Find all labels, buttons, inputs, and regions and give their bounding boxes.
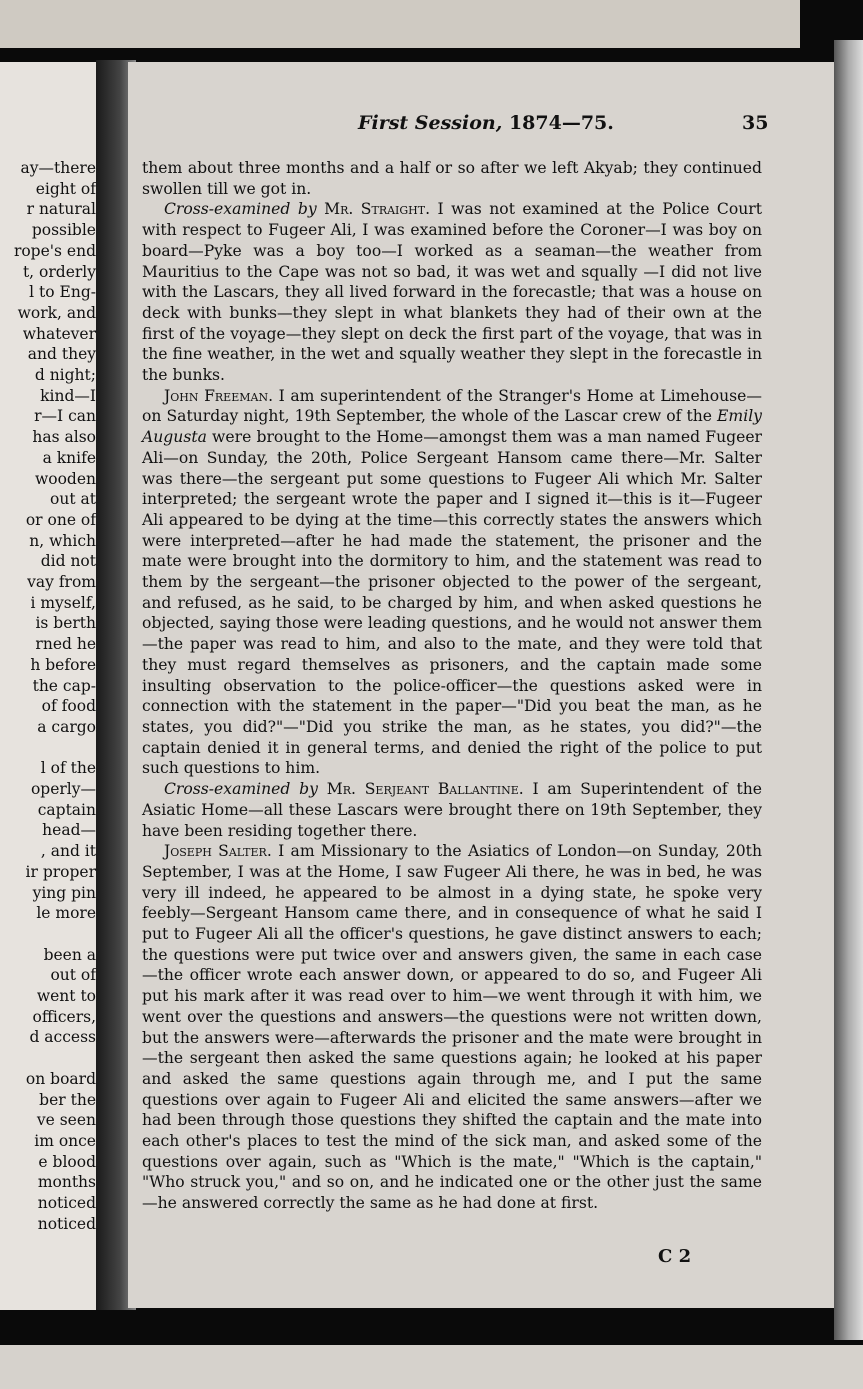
left-page-line: a cargo (37, 717, 96, 736)
left-page-line: out at (50, 490, 96, 509)
main-page (128, 62, 834, 1308)
left-page-line: vay from (27, 573, 96, 591)
left-page-line: t, orderly (22, 262, 96, 281)
left-page-line: been a (43, 945, 96, 964)
left-page-line: e blood (38, 1152, 96, 1171)
facing-page-left (0, 62, 104, 1310)
paragraph-3: John Freeman. I am superintendent of the Stranger's Home at Limehouse—on Saturday night, 19th September, the whole of the Lascar crew of the Emily Augusta were brought to the Home—amongst them was a man named Fugeer Ali—on Sunday, the 20th, Police Sergeant Hansom came there—Mr. Salter was there—the sergeant put some questions to Fugeer Ali which Mr. Salter interpreted; the sergeant wrote the paper and I signed it—this is it—Fugeer Ali appeared to be dying at the time—this correctly states the answers which were interpreted—after he had made the statement, the prisoner and the mate were brought into the dormitory to him, and the statement was read to them by the sergeant—the prisoner objected to the power of the sergeant, and refused, as he said, to be charged by him, and when asked questions he objected, saying those were leading questions, and he would not answer them—the paper was read to him, and also to the mate, and they were told that they must regard themselves as prisoners, and the captain made some insulting observation to the police-officer—the questions asked were in connection with the statement in the paper—"Did you beat the man, as he states, you did?"—"Did you strike the man, as he states, you did?"—the captain denied it in general terms, and denied the right of the police to put such questions to him. (142, 386, 762, 778)
paragraph-4: Cross-examined by Mr. Serjeant Ballantine. I am Superintendent of the Asiatic Home—all these Lascars were brought there on 19th September, they have been residing together there. (142, 780, 762, 840)
page-number: 35 (742, 112, 769, 134)
left-page-line: wooden (34, 469, 96, 488)
background-bottom (0, 1345, 863, 1389)
left-page-line: r natural (26, 200, 96, 219)
left-page-line: l of the (40, 759, 96, 778)
left-page-line: l to Eng- (29, 283, 96, 302)
left-page-line: h before (30, 655, 96, 674)
left-page-line: ying pin (32, 883, 96, 902)
left-page-line: ir proper (25, 862, 96, 881)
signature-mark: C 2 (658, 1246, 692, 1267)
left-page-line: le more (36, 904, 96, 923)
left-page-line: of food (41, 697, 96, 716)
left-page-line: eight of (35, 179, 96, 198)
left-page-line: whatever (22, 324, 96, 343)
paragraph-2: Cross-examined by Mr. Straight. I was not examined at the Police Court with respect to Fugeer Ali, I was examined before the Coroner—I was boy on board—Pyke was a boy too—I worked as a seaman—the weather from Mauritius to the Cape was not so bad, it was wet and squally —I did not live with the Lascars, they all lived forward in the forecastle; that was a house on deck with bunks—they slept in what blankets they had of their own at the first of the voyage—they slept on deck the first part of the voyage, that was in the fine weather, in the wet and squally weather they slept in the forecastle in the bunks. (142, 200, 762, 385)
left-page-line: noticed (37, 1194, 96, 1212)
left-page-line: ay—there (20, 159, 96, 177)
left-page-line: rope's end (13, 241, 96, 260)
left-page-line: possible (31, 221, 96, 240)
left-page-line: went to (36, 987, 96, 1005)
left-page-line: a knife (42, 448, 96, 467)
left-page-line: months (37, 1173, 96, 1192)
left-page-line: im once (34, 1131, 96, 1150)
left-page-line: d access (29, 1028, 96, 1047)
running-header (128, 112, 834, 136)
left-page-line: d night; (34, 366, 96, 384)
left-page-line: rned he (35, 635, 96, 654)
left-page-line: kind—I (40, 386, 96, 405)
left-page-line: officers, (32, 1007, 96, 1026)
left-page-line: ber the (39, 1090, 96, 1109)
left-page-line: noticed (37, 1214, 96, 1233)
paragraph-1: them about three months and a half or so after we left Akyab; they continued swollen till we got in. (142, 159, 762, 198)
paragraph-5: Joseph Salter. I am Missionary to the Asiatics of London—on Sunday, 20th September, I was at the Home, I saw Fugeer Ali there, he was in bed, he was very ill indeed, he appeared to be almost in a dying state, he spoke very feebly—Sergeant Hansom came there, and in consequence of what he said I put to Fugeer Ali all the officer's questions, he gave distinct answers to each; the questions were put twice over and answers given, the same in each case—the officer wrote each answer down, or appeared to do so, and Fugeer Ali put his mark after it was read over to him—we went through it with him, we went over the questions and answers—the questions were not written down, but the answers were—afterwards the prisoner and the mate were brought in—the sergeant then asked the same questions again; he looked at his paper and asked the same questions again through me, and I put the same questions over again to Fugeer Ali and elicited the same answers—after we had been through those questions they shifted the captain and the mate into each other's places to test the mind of the sick man, and asked some of the questions over again, such as "Which is the mate," "Which is the captain," "Who struck you," and so on, and he indicated one or the other just the same—he answered correctly the same as he had done at first. (142, 842, 762, 1213)
left-page-line: out of (50, 966, 96, 985)
left-page-line: r—I can (34, 407, 96, 426)
page-edge-right (834, 40, 863, 1340)
left-page-line: n, which (29, 531, 96, 550)
left-page-line: head— (42, 821, 96, 840)
left-page-line: ve seen (36, 1111, 96, 1130)
header-title: First Session, 1874—75. (358, 112, 614, 134)
left-page-line: or one of (25, 510, 96, 529)
body-text (142, 158, 762, 1214)
left-page-line: has also (32, 428, 96, 447)
background-top (0, 0, 800, 48)
left-page-line: and they (27, 345, 96, 364)
left-page-line: operly— (30, 780, 96, 798)
left-page-line: work, and (17, 303, 96, 322)
left-page-line: on board (25, 1069, 96, 1088)
left-page-line: the cap- (32, 676, 96, 695)
left-page-line: captain (37, 800, 96, 819)
left-page-line: is berth (35, 614, 96, 633)
left-page-line: did not (40, 552, 96, 571)
left-page-line: , and it (40, 842, 96, 861)
left-page-line: i myself, (30, 593, 96, 612)
